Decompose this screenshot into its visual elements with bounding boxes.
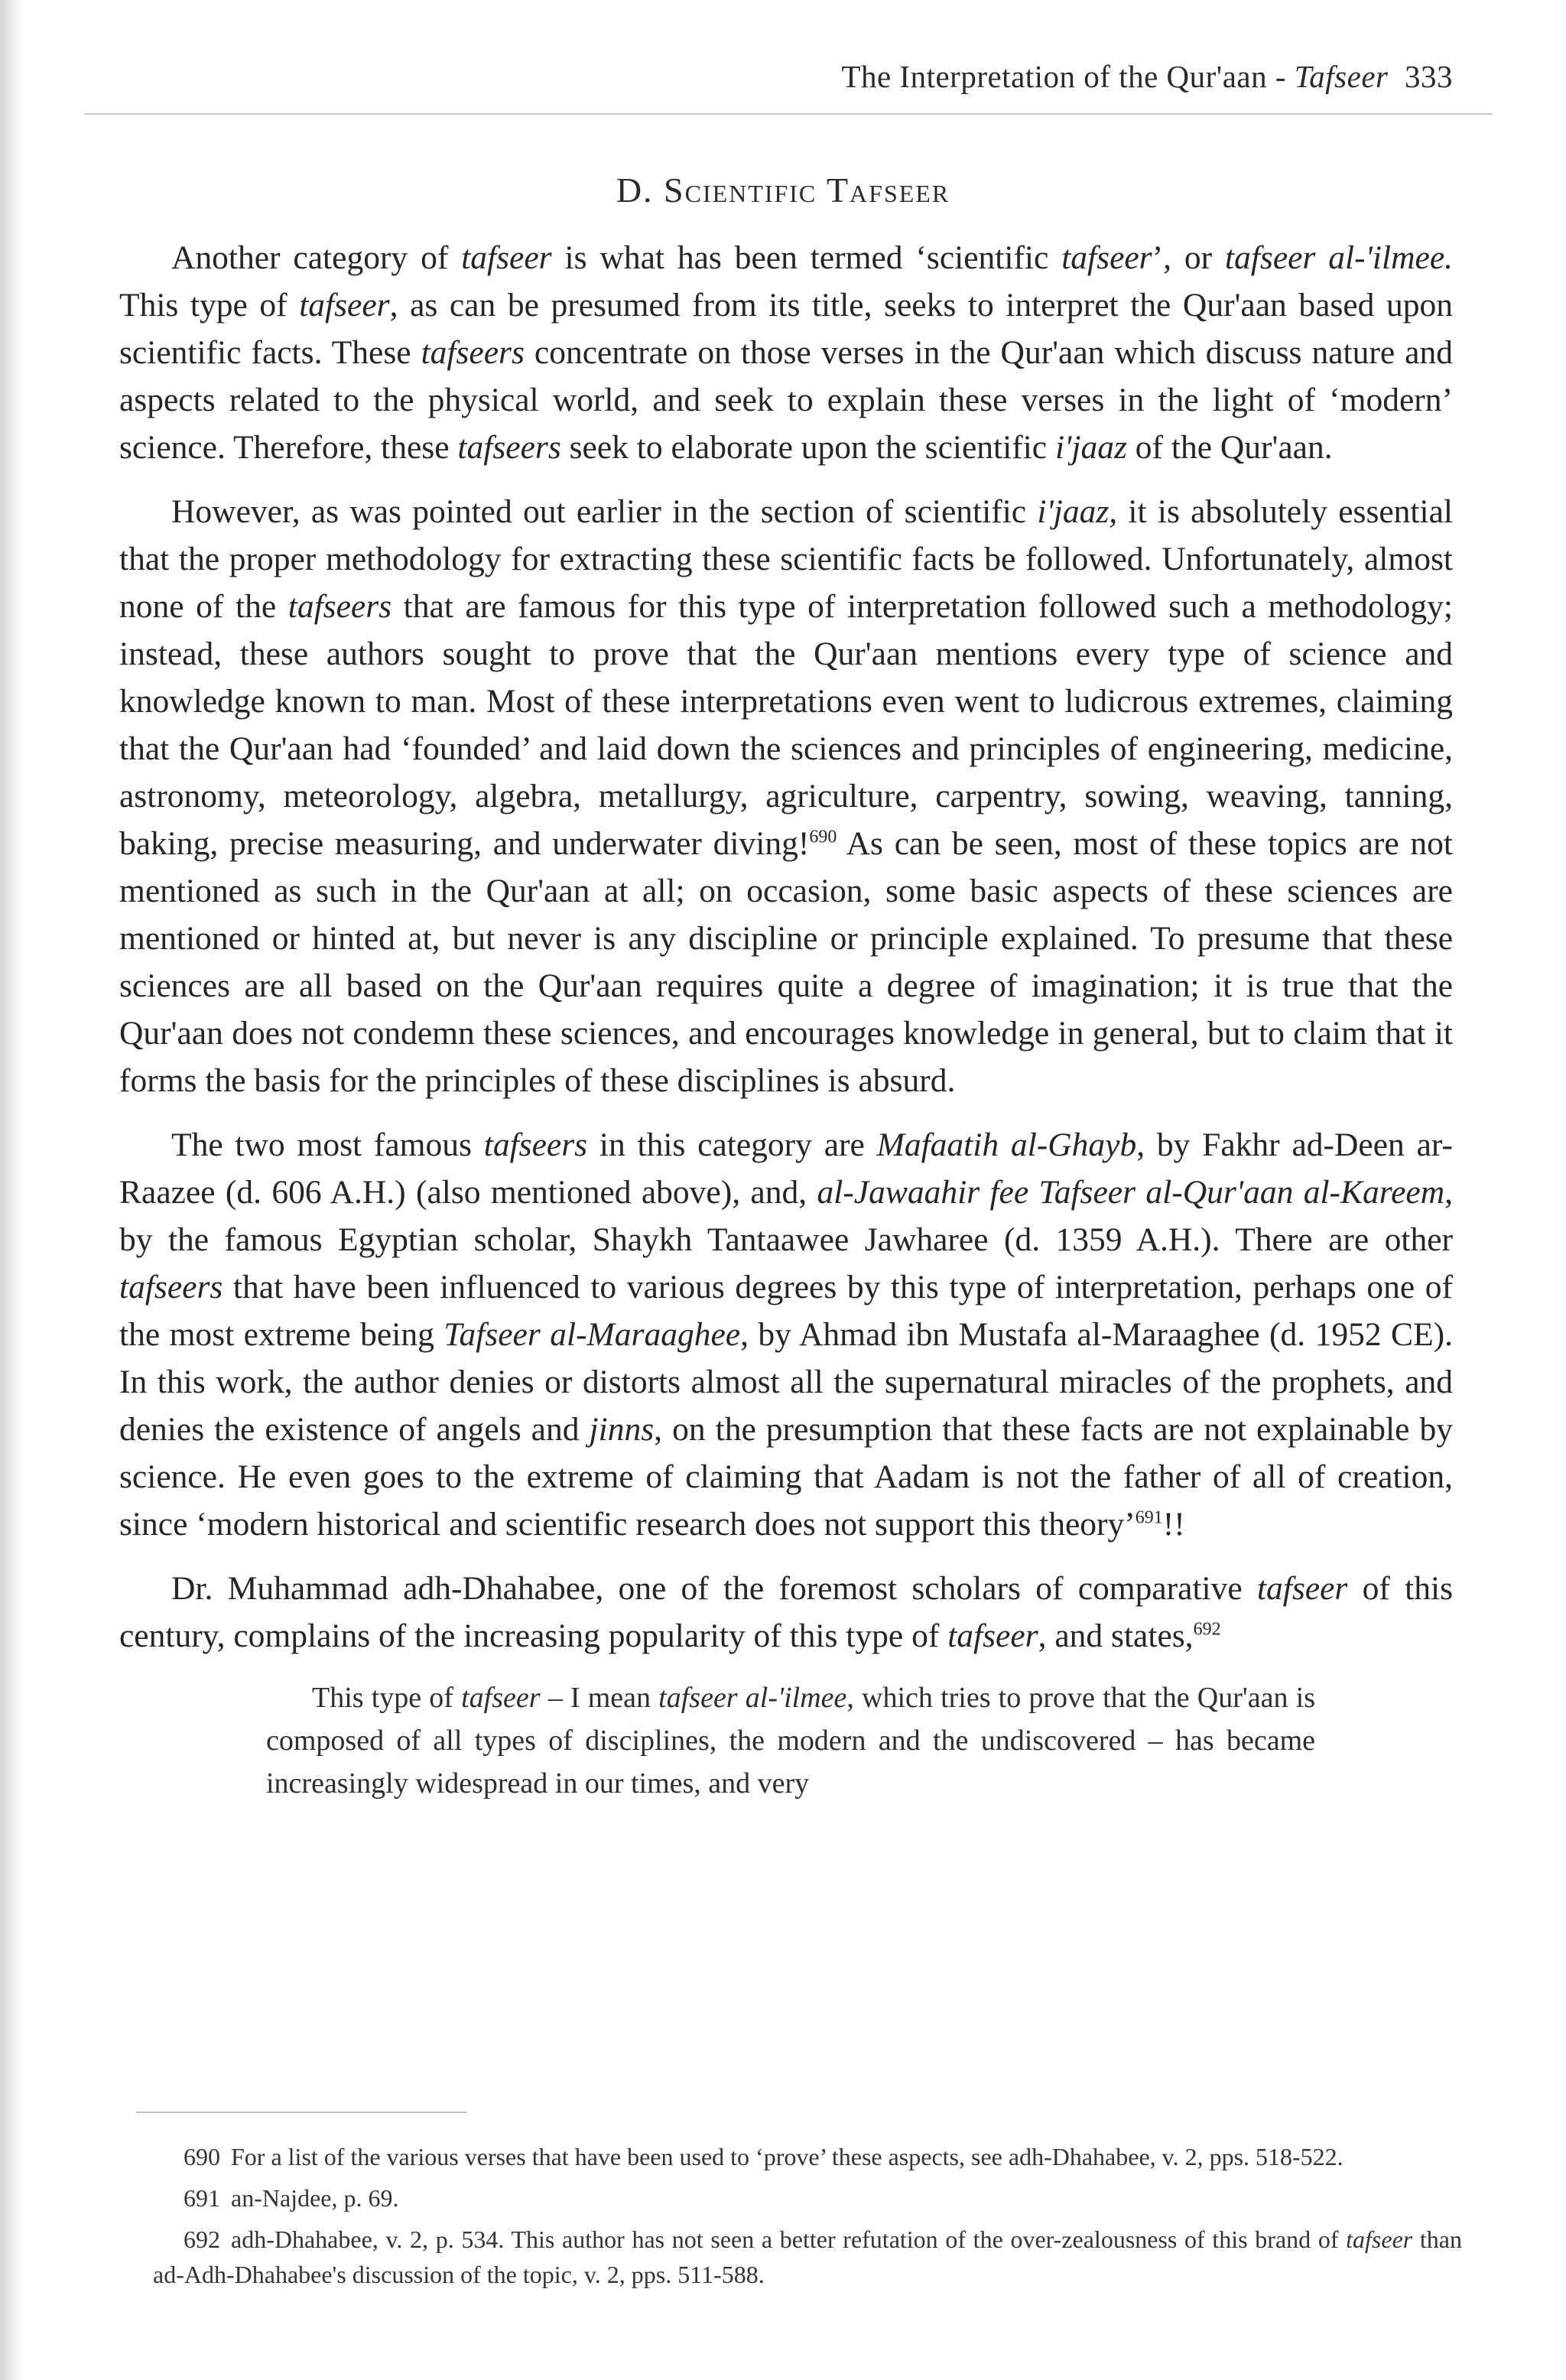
footnote-ref: 691	[1135, 1507, 1163, 1528]
running-title-italic: Tafseer	[1294, 59, 1389, 94]
text-run: This type of	[312, 1682, 462, 1714]
italic-text: tafseer	[461, 1682, 541, 1714]
text-run: that have been influenced to various degrees by this type of interpretation, perhaps one of the most extreme being	[119, 1269, 1453, 1353]
block-quote	[266, 1676, 1315, 1805]
text-run: is what has been termed ‘scientific	[551, 239, 1062, 276]
text-run: , and states,	[1038, 1618, 1194, 1654]
paragraph	[119, 488, 1453, 1104]
text-run: that are famous for this type of interpretation followed such a methodology; instead, these authors sought to prove that the Qur'aan mentions every type of science and knowledge known to man. Most of these interpretations even went to ludicrous extremes, claiming that the Qur'aan had ‘founded’ and laid down the sciences and principles of engineering, medicine, astronomy, meteorology, algebra, metallurgy, agriculture, carpentry, sowing, weaving, tanning, baking, precise measuring, and underwater diving!	[119, 588, 1454, 862]
italic-text: tafseers	[457, 429, 561, 466]
italic-text: tafseer	[1061, 239, 1152, 276]
footnote	[153, 2222, 1462, 2292]
italic-text: tafseer	[947, 1618, 1038, 1654]
footnote-ref: 690	[809, 827, 837, 847]
footnote-number: 690	[184, 2143, 220, 2170]
italic-text: Tafseer al-Maraaghee	[443, 1316, 741, 1353]
footnote-text	[153, 2226, 1462, 2288]
text-run: , which tries to prove that the Qur'aan is composed of all types of disciplines, the modern and the undiscovered – has became increasingly widespread in our times, and very	[266, 1682, 1315, 1800]
text-run: seek to elaborate upon the scientific	[560, 429, 1055, 466]
text-run: Dr. Muhammad adh-Dhahabee, one of the foremost scholars of comparative	[171, 1570, 1257, 1607]
italic-text: jinns	[589, 1411, 655, 1448]
italic-text: tafseers	[119, 1269, 223, 1305]
text-run: it is absolutely essential that the proper methodology for extracting these scientific facts be followed. Unfortunately, almost none of the	[119, 493, 1453, 625]
italic-text: tafseer	[461, 239, 552, 276]
text-run: , by the famous Egyptian scholar, Shaykh Tantaawee Jawharee (d. 1359 A.H.). There are other	[119, 1174, 1454, 1258]
italic-text: i'jaaz	[1054, 429, 1127, 466]
page-number: 333	[1405, 59, 1453, 94]
footnote-number: 692	[184, 2226, 220, 2253]
text-run: concentrate on those verses in the Qur'aan which discuss nature and aspects related to the physical world, and seek to explain these verses in the light of ‘modern’ science. Therefore, these	[119, 334, 1453, 466]
footnote-number: 691	[184, 2184, 220, 2212]
italic-text: Mafaatih al-Ghayb	[876, 1127, 1137, 1163]
italic-text: tafseer al-'ilmee.	[1225, 239, 1454, 276]
footnote	[153, 2139, 1462, 2174]
text-run: As can be seen, most of these topics are not mentioned as such in the Qur'aan at all; on occasion, some basic aspects of these sciences are mentioned or hinted at, but never is any discipline or principle explained. To presume that these sciences are all based on the Qur'aan requires quite a degree of imagination; it is true that the Qur'aan does not condemn these sciences, and encourages knowledge in general, but to claim that it forms the basis for the principles of these disciplines is absurd.	[119, 825, 1454, 1099]
text-run: , by Ahmad ibn Mustafa al-Maraaghee (d. 1952 CE). In this work, the author denies or distorts almost all the supernatural miracles of the prophets, and denies the existence of angels and	[119, 1316, 1453, 1448]
footnotes	[153, 2139, 1462, 2298]
text-run: However, as was pointed out earlier in the section of scientific	[171, 493, 1038, 530]
footnote-ref: 692	[1193, 1619, 1221, 1640]
text-run: ’, or	[1152, 239, 1226, 276]
body-text	[119, 234, 1453, 1805]
running-title: The Interpretation of the Qur'aan -	[841, 59, 1295, 94]
text-run: an-Najdee, p. 69.	[231, 2184, 399, 2212]
paragraph	[119, 1121, 1453, 1548]
text-run: , on the presumption that these facts are not explainable by science. He even goes to the extreme of claiming that Aadam is not the father of all of creation, since ‘modern historical and scientific research does not support this theory’	[119, 1411, 1453, 1543]
italic-text: tafseer	[1346, 2226, 1413, 2253]
text-run: of the Qur'aan.	[1126, 429, 1333, 466]
italic-text: i'jaaz,	[1037, 493, 1118, 530]
footnote-text	[231, 2184, 398, 2212]
italic-text: tafseer	[1256, 1570, 1348, 1607]
header-rule	[84, 113, 1493, 115]
paragraph	[119, 1565, 1453, 1660]
text-run: , as can be presumed from its title, seeks to interpret the Qur'aan based upon scientific facts. These	[119, 287, 1453, 371]
text-run: in this category are	[587, 1127, 877, 1163]
text-run: , by Fakhr ad-Deen ar-Raazee (d. 606 A.H.) (also mentioned above), and,	[119, 1127, 1453, 1211]
italic-text: al-Jawaahir fee Tafseer al-Qur'aan al-Kareem	[817, 1174, 1445, 1211]
text-run: This type of	[119, 287, 300, 324]
text-run: than ad-Adh-Dhahabee's discussion of the topic, v. 2, pps. 511-588.	[153, 2226, 1462, 2288]
text-run: adh-Dhahabee, v. 2, p. 534. This author has not seen a better refutation of the over-zealousness of this brand of	[231, 2226, 1347, 2253]
italic-text: tafseers	[288, 588, 392, 625]
footnote-rule	[136, 2112, 466, 2113]
italic-text: tafseers	[483, 1127, 588, 1163]
footnote-text	[231, 2143, 1343, 2170]
paragraph	[119, 234, 1453, 471]
text-run: – I mean	[540, 1682, 659, 1714]
italic-text: tafseer al-'ilmee	[658, 1682, 847, 1714]
section-title: D. Scientific Tafseer	[616, 171, 950, 210]
text-run: Another category of	[171, 239, 462, 276]
footnote	[153, 2180, 1462, 2216]
italic-text: tafseer	[299, 287, 390, 324]
italic-text: tafseers	[421, 334, 525, 371]
running-header	[841, 58, 1453, 95]
text-run: For a list of the various verses that have been used to ‘prove’ these aspects, see adh-Dhahabee, v. 2, pps. 518-522.	[231, 2143, 1343, 2170]
text-run: The two most famous	[171, 1127, 484, 1163]
text-run: of this century, complains of the increasing popularity of this type of	[119, 1570, 1453, 1654]
text-run: !!	[1162, 1506, 1185, 1543]
binding-shadow	[0, 0, 23, 2380]
